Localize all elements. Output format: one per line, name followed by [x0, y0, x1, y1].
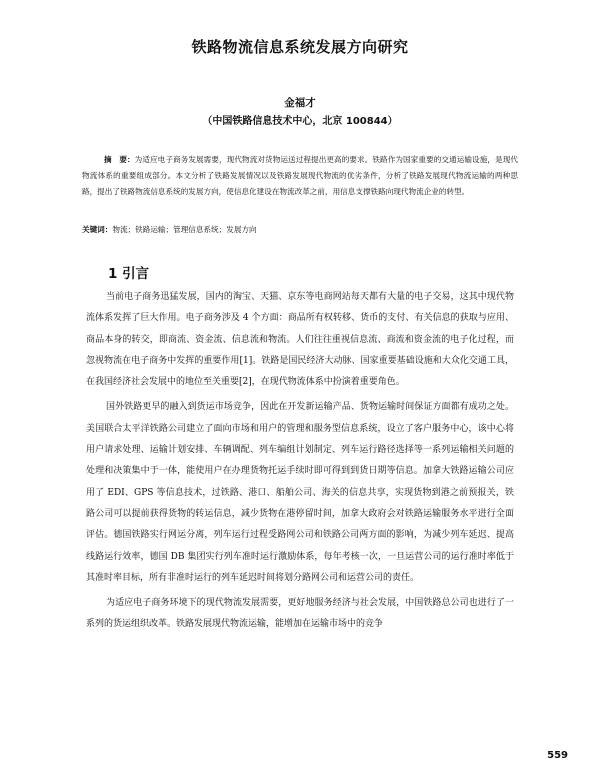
abstract [82, 152, 518, 200]
keywords [82, 222, 518, 238]
page-number: 559 [547, 750, 568, 761]
keywords-label: 关键词： [82, 225, 113, 234]
body-text [86, 287, 514, 640]
section-heading-introduction: 1 引言 [108, 266, 150, 282]
paper-title: 铁路物流信息系统发展方向研究 [191, 38, 409, 56]
body-paragraph: 国外铁路更早的融入到货运市场竞争，因此在开发新运输产品、货物运输时间保证方面都有成功之处。美国联合太平洋铁路公司建立了面向市场和用户的管理和服务型信息系统，设立了客户服务中心，该中心将用户请求处理、运输计划安排、车辆调配、列车编组计划制定、列车运行路径选择等一系列运输相关问题的处理和决策集中于一体，能使用户在办理货物托运手续时即可得到到货日期等信息。加拿大铁路运输公司应用了 EDI、GPS 等信息技术，过铁路、港口、船舶公司、海关的信息共享，实现货物到港之前预报关，铁路公司可以提前获得货物的转运信息，减少货物在港停留时间，加拿大政府会对铁路运输服务水平进行全面评估。德国铁路实行网运分离，列车运行过程受路网公司和铁路公司两方面的影响，为减少列车延迟、提高线路运行效率，德国 DB 集团实行列车准时运行激励体系，每年考核一次，一旦运营公司的运行准时率低于其准时率目标，所有非准时运行的列车延迟时间将划分路网公司和运营公司的责任。 [86, 402, 514, 583]
author-affiliation: （中国铁路信息技术中心，北京 100844） [202, 116, 398, 127]
abstract-text: 为适应电子商务发展需要，现代物流对货物运送过程提出更高的要求。铁路作为国家重要的交通运输设施，是现代物流体系的重要组成部分。本文分析了铁路发展情况以及铁路发展现代物流的优劣条件，分析了铁路发展现代物流运输的两种思路，提出了铁路物流信息系统的发展方向，使信息化建设在物流改革之前，用信息支撑铁路向现代物流企业的转型。 [82, 155, 518, 196]
keywords-text: 物流；铁路运输；管理信息系统；发展方向 [112, 225, 257, 234]
body-paragraph: 为适应电子商务环境下的现代物流发展需要，更好地服务经济与社会发展，中国铁路总公司也进行了一系列的货运组织改革。铁路发展现代物流运输，能增加在运输市场中的竞争 [86, 598, 514, 630]
body-paragraph: 当前电子商务迅猛发展，国内的淘宝、天猫、京东等电商网站每天都有大量的电子交易，这其中现代物流体系发挥了巨大作用。电子商务涉及 4 个方面：商品所有权转移、货币的支付、有关信息的获取与应用、商品本身的转交，即商流、资金流、信息流和物流。人们往往重视信息流、商流和资金流的电子化过程，而忽视物流在电子商务中发挥的重要作用[1]。铁路是国民经济大动脉、国家重要基础设施和大众化交通工具，在我国经济社会发展中的地位至关重要[2]，在现代物流体系中扮演着重要角色。 [86, 292, 514, 388]
author-name: 金福才 [284, 97, 316, 109]
abstract-label: 摘 要： [104, 155, 135, 164]
